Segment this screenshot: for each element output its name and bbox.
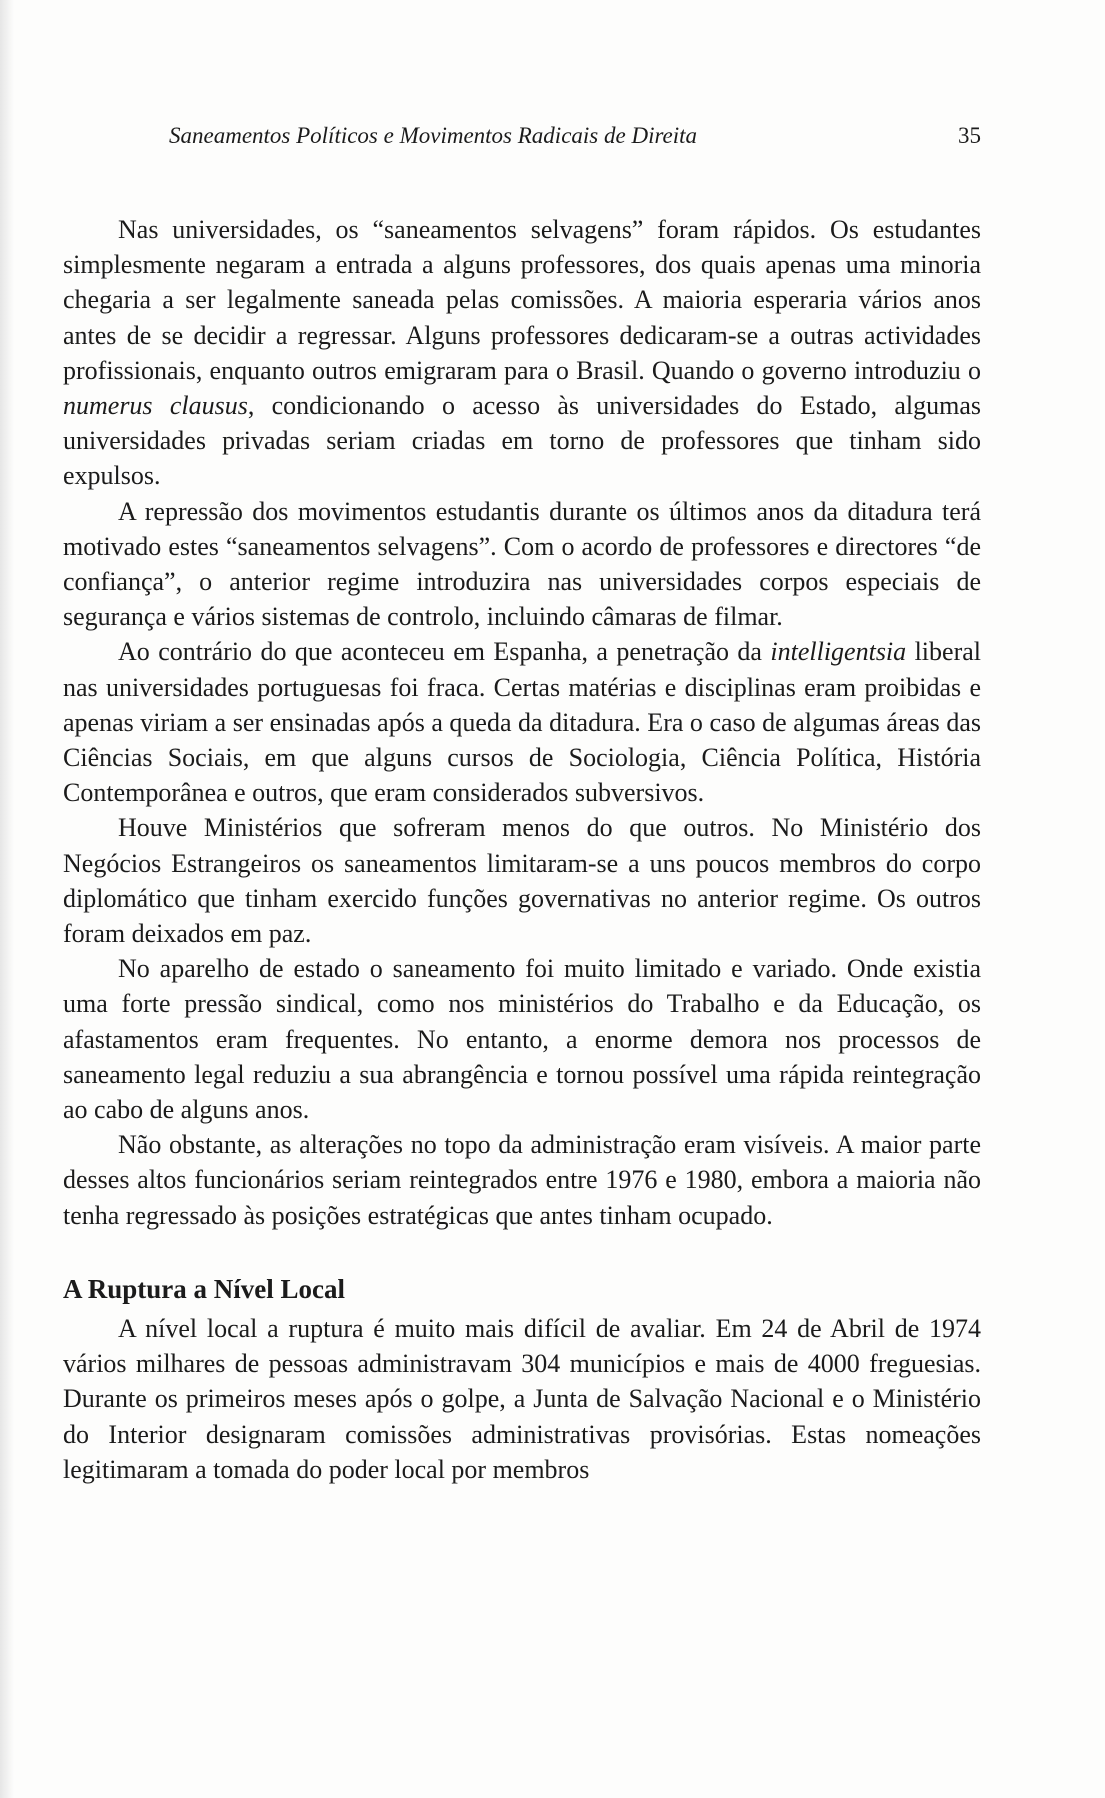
text-run: , condicionando o acesso às universidades do Estado, algumas universidades privadas seriam criadas em torno de professores que tinham sido expulsos.: [63, 391, 982, 491]
paragraph-universities: [63, 212, 981, 494]
italic-term: numerus clausus: [63, 391, 248, 421]
page-body: [63, 212, 981, 1487]
page-gutter-shadow: [0, 0, 14, 1798]
running-head: [169, 118, 981, 154]
paragraph-state-apparatus: No aparelho de estado o saneamento foi muito limitado e variado. Onde existia uma forte pressão sindical, como nos ministérios do Trabalho e da Educação, os afastamentos eram frequentes. No entanto, a enorme demora nos processos de saneamento legal reduziu a sua abrangência e tornou possível uma rápida reintegração ao cabo de alguns anos.: [63, 954, 981, 1125]
text-run: liberal nas universidades portuguesas foi fraca. Certas matérias e disciplinas eram proibidas e apenas viriam a ser ensinadas após a queda da ditadura. Era o caso de algumas áreas das Ciências Sociais, em que alguns cursos de Sociologia, Ciência Política, História Contemporânea e outros, que eram considerados subversivos.: [63, 637, 981, 808]
paragraph-ministries: Houve Ministérios que sofreram menos do que outros. No Ministério dos Negócios Estrangeiros os saneamentos limitaram-se a uns poucos membros do corpo diplomático que tinham exercido funções governativas no anterior regime. Os outros foram deixados em paz.: [63, 813, 981, 949]
text-run: Ao contrário do que aconteceu em Espanha, a penetração da: [118, 637, 771, 667]
text-run: Nas universidades, os “saneamentos selvagens” foram rápidos. Os estudantes simplesmente negaram a entrada a alguns professores, dos quais apenas uma minoria chegaria a ser legalmente saneada pelas comissões. A maioria esperaria vários anos antes de se decidir a regressar. Alguns professores dedicaram-se a outras actividades profissionais, enquanto outros emigraram para o Brasil. Quando o governo introduziu o: [63, 215, 981, 385]
italic-term: intelligentsia: [770, 637, 907, 667]
paragraph-local-rupture: A nível local a ruptura é muito mais difícil de avaliar. Em 24 de Abril de 1974 vários milhares de pessoas administravam 304 municípios e mais de 4000 freguesias. Durante os primeiros meses após o golpe, a Junta de Salvação Nacional e o Ministério do Interior designaram comissões administrativas provisórias. Estas nomeações legitimaram a tomada do poder local por membros: [63, 1313, 981, 1484]
section-heading: A Ruptura a Nível Local: [63, 1273, 346, 1304]
paragraph-intelligentsia: [63, 634, 981, 810]
paragraph-student-repression: A repressão dos movimentos estudantis durante os últimos anos da ditadura terá motivado estes “saneamentos selvagens”. Com o acordo de professores e directores “de confiança”, o anterior regime introduzira nas universidades corpos especiais de segurança e vários sistemas de controlo, incluindo câmaras de filmar.: [63, 496, 981, 632]
page-number: 35: [958, 123, 981, 148]
running-title: Saneamentos Políticos e Movimentos Radicais de Direita: [169, 123, 698, 148]
paragraph-administration: Não obstante, as alterações no topo da administração eram visíveis. A maior parte desses altos funcionários seriam reintegrados entre 1976 e 1980, embora a maioria não tenha regressado às posições estratégicas que antes tinham ocupado.: [63, 1130, 981, 1230]
